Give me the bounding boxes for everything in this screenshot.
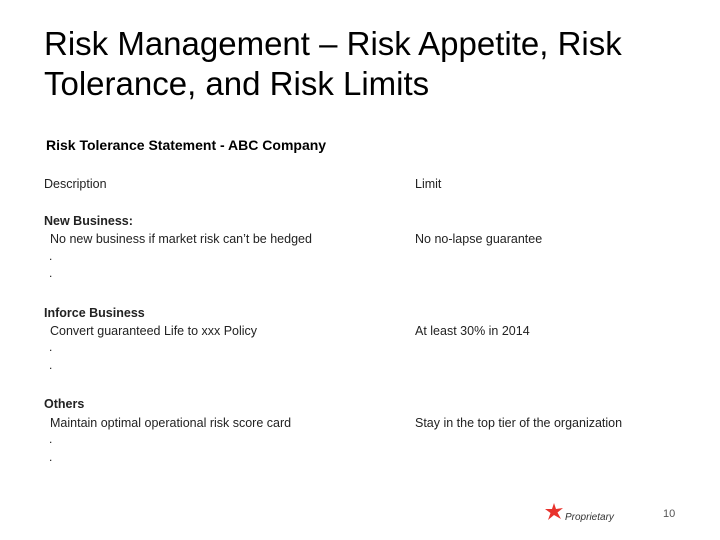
section-limit: No no-lapse guarantee <box>415 232 543 246</box>
limit-column-header: Limit <box>415 177 442 191</box>
statement-heading: Risk Tolerance Statement - ABC Company <box>46 137 327 153</box>
section-limit: At least 30% in 2014 <box>415 324 530 338</box>
section-description: Maintain optimal operational risk score card <box>50 416 292 430</box>
ellipsis-dot: . <box>49 450 53 464</box>
ellipsis-dot: . <box>49 432 53 446</box>
ellipsis-dot: . <box>49 358 53 372</box>
section-title-inforce-business: Inforce Business <box>44 306 145 320</box>
ellipsis-dot: . <box>49 340 53 354</box>
ellipsis-dot: . <box>49 266 53 280</box>
description-column-header: Description <box>44 177 107 191</box>
page-number: 10 <box>663 508 676 520</box>
section-limit: Stay in the top tier of the organization <box>415 416 623 430</box>
section-description: No new business if market risk can’t be hedged <box>50 232 312 246</box>
title-text: Risk Management – Risk Appetite, Risk Tolerance, and Risk Limits <box>44 25 622 102</box>
section-description: Convert guaranteed Life to xxx Policy <box>50 324 258 338</box>
section-title-others: Others <box>44 397 85 411</box>
company-logo-icon <box>543 501 565 523</box>
section-title-new-business: New Business: <box>44 214 133 228</box>
proprietary-label: Proprietary <box>565 512 614 523</box>
ellipsis-dot: . <box>49 249 53 263</box>
